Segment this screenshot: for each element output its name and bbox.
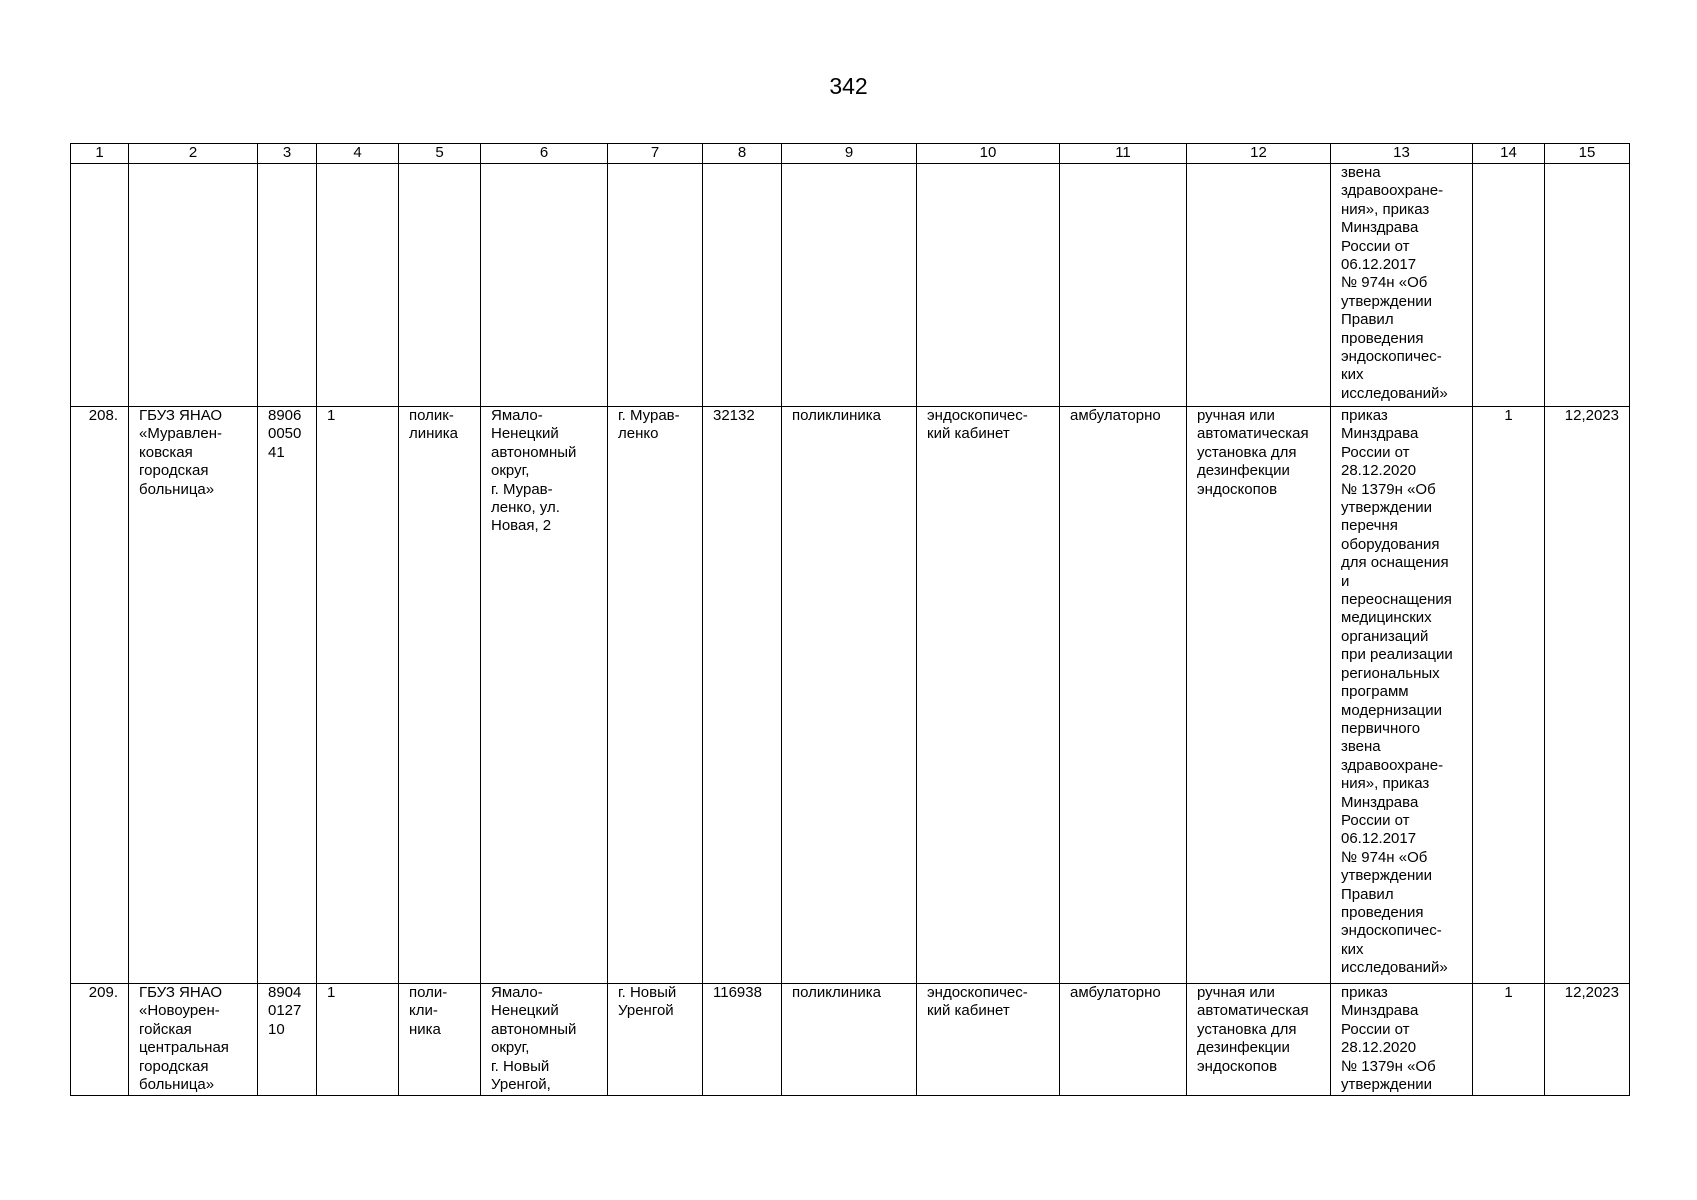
- table-cell-col-8: 116938: [703, 984, 782, 1096]
- column-number-row: [71, 144, 1630, 164]
- table-cell-col-4: 1: [317, 407, 399, 984]
- table-cell-col-9: [782, 164, 917, 407]
- column-number-8: 8: [703, 144, 782, 164]
- table-cell-col-11: амбулаторно: [1060, 984, 1187, 1096]
- table-cell-col-15: [1545, 164, 1630, 407]
- table-cell-col-12: ручная или автоматическая установка для дезинфекции эндоскопов: [1187, 407, 1331, 984]
- table-row: [71, 407, 1630, 984]
- table-cell-col-1: 208.: [71, 407, 129, 984]
- table-cell-col-6: Ямало- Ненецкий автономный округ, г. Новый Уренгой,: [481, 984, 608, 1096]
- column-number-11: 11: [1060, 144, 1187, 164]
- column-number-6: 6: [481, 144, 608, 164]
- table-cell-col-4: 1: [317, 984, 399, 1096]
- table-cell-col-15: 12,2023: [1545, 984, 1630, 1096]
- table-cell-col-2: [129, 164, 258, 407]
- table-cell-col-8: [703, 164, 782, 407]
- table-cell-col-7: [608, 164, 703, 407]
- column-number-13: 13: [1331, 144, 1473, 164]
- table-cell-col-4: [317, 164, 399, 407]
- column-number-5: 5: [399, 144, 481, 164]
- table-row: [71, 164, 1630, 407]
- table-cell-col-11: [1060, 164, 1187, 407]
- column-number-4: 4: [317, 144, 399, 164]
- column-number-14: 14: [1473, 144, 1545, 164]
- table-cell-col-6: Ямало- Ненецкий автономный округ, г. Мурав- ленко, ул. Новая, 2: [481, 407, 608, 984]
- table-cell-col-9: поликлиника: [782, 984, 917, 1096]
- column-number-7: 7: [608, 144, 703, 164]
- table-cell-col-11: амбулаторно: [1060, 407, 1187, 984]
- table-cell-col-1: [71, 164, 129, 407]
- table-cell-col-2: ГБУЗ ЯНАО «Новоурен- гойская центральная городская больница»: [129, 984, 258, 1096]
- table-cell-col-14: [1473, 164, 1545, 407]
- table-cell-col-10: [917, 164, 1060, 407]
- table-row: [71, 984, 1630, 1096]
- table-cell-col-2: ГБУЗ ЯНАО «Муравлен- ковская городская больница»: [129, 407, 258, 984]
- column-number-9: 9: [782, 144, 917, 164]
- table-cell-col-15: 12,2023: [1545, 407, 1630, 984]
- table-cell-col-14: 1: [1473, 407, 1545, 984]
- table-cell-col-10: эндоскопичес- кий кабинет: [917, 984, 1060, 1096]
- registry-table: [70, 143, 1630, 1096]
- table-cell-col-9: поликлиника: [782, 407, 917, 984]
- table-cell-col-7: г. Мурав- ленко: [608, 407, 703, 984]
- column-number-1: 1: [71, 144, 129, 164]
- table-cell-col-3: 8906 0050 41: [258, 407, 317, 984]
- table-cell-col-5: поли- кли- ника: [399, 984, 481, 1096]
- table-cell-col-10: эндоскопичес- кий кабинет: [917, 407, 1060, 984]
- column-number-12: 12: [1187, 144, 1331, 164]
- table-cell-col-3: [258, 164, 317, 407]
- column-number-3: 3: [258, 144, 317, 164]
- table-cell-col-12: ручная или автоматическая установка для дезинфекции эндоскопов: [1187, 984, 1331, 1096]
- table-cell-col-1: 209.: [71, 984, 129, 1096]
- table-cell-col-5: [399, 164, 481, 407]
- table-cell-col-13: приказ Минздрава России от 28.12.2020 № 1379н «Об утверждении: [1331, 984, 1473, 1096]
- table-cell-col-5: полик- линика: [399, 407, 481, 984]
- table-cell-col-6: [481, 164, 608, 407]
- table-cell-col-14: 1: [1473, 984, 1545, 1096]
- table-cell-col-12: [1187, 164, 1331, 407]
- table-cell-col-8: 32132: [703, 407, 782, 984]
- column-number-10: 10: [917, 144, 1060, 164]
- table-cell-col-3: 8904 0127 10: [258, 984, 317, 1096]
- table-cell-col-13: приказ Минздрава России от 28.12.2020 № 1379н «Об утверждении перечня оборудования для оснащения и переоснащения медицинских организаций при реализации региональных программ модернизации первичного звена здравоохране- ния», приказ Минздрава России от 06.12.2017 № 974н «Об утверждении Правил проведения эндоскопичес- ких исследований»: [1331, 407, 1473, 984]
- column-number-2: 2: [129, 144, 258, 164]
- table-cell-col-13: звена здравоохране- ния», приказ Минздрава России от 06.12.2017 № 974н «Об утверждении Правил проведения эндоскопичес- ких исследований»: [1331, 164, 1473, 407]
- column-number-15: 15: [1545, 144, 1630, 164]
- table-cell-col-7: г. Новый Уренгой: [608, 984, 703, 1096]
- page-number: 342: [829, 73, 868, 99]
